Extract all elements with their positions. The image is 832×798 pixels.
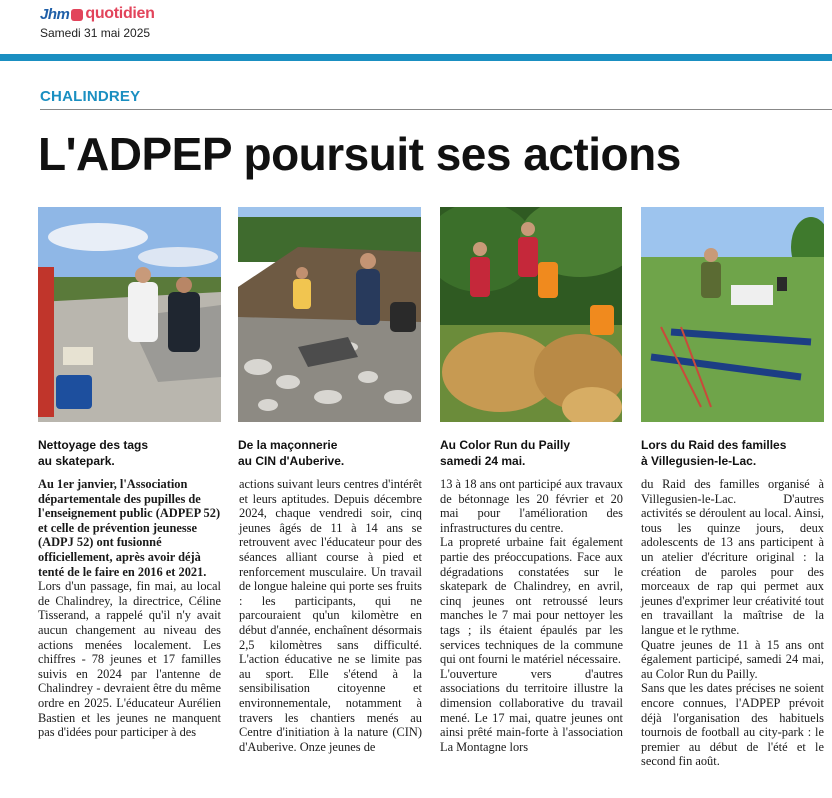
article-paragraph: L'ouverture vers d'autres associations du territoire illustre la dimension collaborative du travail mené. Le 17 mai, quatre jeunes ont ainsi prêté main-forte à l'association La Montagne lors xyxy=(440,666,623,754)
caption-line: Lors du Raid des familles xyxy=(641,438,787,452)
article-paragraph: Sans que les dates précises ne soient encore connues, l'ADPEP prévoit déjà l'organisation des habituels tournois de football au city-park : le premier au début de l'été et le second fin août. xyxy=(641,681,824,769)
article-column-1 xyxy=(38,477,221,740)
article-lead: Au 1er janvier, l'Association départementale des pupilles de l'enseignement public (ADPEP 52) et celle de prévention jeunesse (ADPJ 52) ont fusionné officiellement, après avoir déjà tenté de le faire en 2016 et 2021. xyxy=(38,477,221,579)
brand-logo-icon xyxy=(71,9,83,21)
caption-line: au skatepark. xyxy=(38,454,115,468)
caption-masonry xyxy=(238,437,344,469)
caption-skatepark xyxy=(38,437,148,469)
article-column-4 xyxy=(641,477,824,769)
caption-line: au CIN d'Auberive. xyxy=(238,454,345,468)
edition-date: Samedi 31 mai 2025 xyxy=(40,26,151,40)
section-rule xyxy=(40,109,832,110)
article-paragraph: Quatre jeunes de 11 à 15 ans ont également participé, samedi 24 mai, au Color Run du Pailly. xyxy=(641,637,824,681)
article-column-2 xyxy=(239,477,422,754)
article-column-3 xyxy=(440,477,623,754)
article-paragraph: 13 à 18 ans ont participé aux travaux de bétonnage les 20 février et 20 mai pour l'amélioration des infrastructures du centre. xyxy=(440,477,623,535)
article-paragraph: La propreté urbaine fait également partie des préoccupations. Face aux dégradations constatées sur le skatepark de Chalindrey, en avril, cinq jeunes ont retroussé leurs manches le 7 mai pour nettoyer les tags ; ils étaient épaulés par les services techniques de la commune qui ont fourni le matériel nécessaire. xyxy=(440,535,623,667)
photo-masonry xyxy=(238,207,421,422)
caption-raid-familles xyxy=(641,437,786,469)
caption-line: samedi 24 mai. xyxy=(440,454,526,468)
brand-jhm: Jhm xyxy=(40,5,70,23)
section-label: CHALINDREY xyxy=(40,88,141,105)
caption-color-run xyxy=(440,437,570,469)
caption-line: De la maçonnerie xyxy=(238,438,338,452)
brand-quotidien: quotidien xyxy=(85,5,155,22)
caption-line: Au Color Run du Pailly xyxy=(440,438,571,452)
caption-line: Nettoyage des tags xyxy=(38,438,149,452)
article-paragraph: Lors d'un passage, fin mai, au local de Chalindrey, la directrice, Céline Tisserand, a rappelé qu'il n'y avait aucun changement au niveau des actions menées localement. Les chiffres - 78 jeunes et 17 familles suivis en 2024 par l'antenne de Chalindrey - devraient être du même ordre en 2025. L'éducateur Aurélien Bastien et les jeunes ne manquent pas d'idées pour participer à des xyxy=(38,579,221,740)
top-rule xyxy=(0,54,832,61)
caption-line: à Villegusien-le-Lac. xyxy=(641,454,757,468)
photo-raid-familles xyxy=(641,207,824,422)
headline: L'ADPEP poursuit ses actions xyxy=(38,128,681,180)
photo-color-run xyxy=(440,207,622,422)
article-paragraph: du Raid des familles organisé à Villegusien-le-Lac. D'autres activités se déroulent au local. Ainsi, tous les quinze jours, deux adolescents de 13 ans participent à un atelier d'écriture original : la création de paroles pour des morceaux de rap qui permet aux jeunes d'exprimer leur créativité tout en travaillant la maîtrise de la langue et le rythme. xyxy=(641,477,824,637)
masthead xyxy=(40,3,155,25)
photo-skatepark xyxy=(38,207,221,422)
article-paragraph: actions suivant leurs centres d'intérêt et leurs aptitudes. Depuis décembre 2024, chaque vendredi soir, cinq jeunes âgés de 11 à 14 ans se retrouvent avec l'éducateur pour des séances alliant course à pied et renforcement musculaire. Un travail de longue haleine qui porte ses fruits : les participants, qui ne parcouraient qu'un kilomètre en début d'année, enchaînent désormais 2,5 kilomètres sans difficulté. L'action éducative ne se limite pas au sport. Elle s'étend à la sensibilisation citoyenne et environnementale, notamment à travers les chantiers menés au Centre d'initiation à la nature (CIN) d'Auberive. Onze jeunes de xyxy=(239,477,422,754)
